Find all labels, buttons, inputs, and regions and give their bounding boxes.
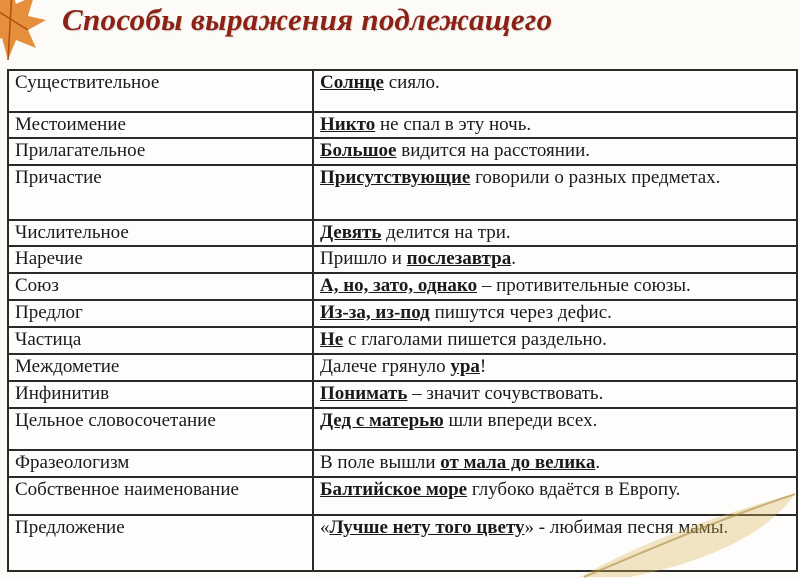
subject-word: ура	[450, 356, 480, 377]
example-cell	[313, 408, 797, 450]
example-text: Пришло и	[320, 248, 407, 269]
table-row	[8, 354, 797, 381]
part-of-speech-cell: Предлог	[8, 300, 313, 327]
subject-word: Из-за, из-под	[320, 302, 430, 323]
part-of-speech-cell: Наречие	[8, 246, 313, 273]
example-text: !	[479, 356, 487, 377]
part-of-speech-cell: Фразеологизм	[8, 450, 313, 477]
page-title: Способы выражения подлежащего	[62, 2, 553, 37]
table-row	[8, 300, 797, 327]
table-row	[8, 165, 797, 220]
part-of-speech-cell: Предложение	[8, 515, 313, 571]
example-cell	[313, 165, 797, 220]
example-cell	[313, 477, 797, 515]
example-text: сияло.	[383, 72, 440, 93]
example-text: .	[511, 248, 516, 269]
subject-word: послезавтра	[406, 248, 512, 269]
example-text: видится на расстоянии.	[396, 140, 591, 161]
example-cell	[313, 354, 797, 381]
part-of-speech-cell: Частица	[8, 327, 313, 354]
example-text: » - любимая песня мамы.	[524, 517, 729, 538]
table-row	[8, 327, 797, 354]
subject-word: Не	[320, 329, 344, 350]
example-cell	[313, 300, 797, 327]
example-cell	[313, 450, 797, 477]
part-of-speech-cell: Числительное	[8, 220, 313, 246]
example-cell	[313, 381, 797, 408]
subject-word: Солнце	[320, 72, 384, 93]
example-text: Далече грянуло	[320, 356, 451, 377]
part-of-speech-cell: Цельное словосочетание	[8, 408, 313, 450]
part-of-speech-cell: Причастие	[8, 165, 313, 220]
table-row	[8, 273, 797, 300]
example-cell	[313, 220, 797, 246]
example-text: шли впереди всех.	[443, 410, 598, 431]
part-of-speech-cell: Прилагательное	[8, 138, 313, 165]
table-row	[8, 70, 797, 112]
table-row	[8, 381, 797, 408]
table-row	[8, 515, 797, 571]
subject-types-table	[7, 69, 798, 572]
example-text: с глаголами пишется раздельно.	[343, 329, 607, 350]
part-of-speech-cell: Междометие	[8, 354, 313, 381]
example-cell	[313, 70, 797, 112]
table-row	[8, 450, 797, 477]
example-cell	[313, 273, 797, 300]
example-text: – значит сочувствовать.	[407, 383, 604, 404]
subject-word: Балтийское море	[320, 479, 468, 500]
table-row	[8, 477, 797, 515]
part-of-speech-cell: Существительное	[8, 70, 313, 112]
subject-word: Лучше нету того цвету	[329, 517, 525, 538]
example-text: говорили о разных предметах.	[470, 167, 721, 188]
example-cell	[313, 112, 797, 138]
example-text: .	[595, 452, 601, 473]
example-text: пишутся через дефис.	[429, 302, 612, 323]
example-text: глубоко вдаётся в Европу.	[467, 479, 681, 500]
subject-word: Большое	[320, 140, 397, 161]
part-of-speech-cell: Инфинитив	[8, 381, 313, 408]
table-row	[8, 220, 797, 246]
part-of-speech-cell: Местоимение	[8, 112, 313, 138]
example-cell	[313, 138, 797, 165]
example-text: В поле вышли	[320, 452, 441, 473]
example-text: – противительные союзы.	[477, 275, 691, 296]
subject-word: Никто	[320, 114, 376, 135]
subject-word: Присутствующие	[320, 167, 471, 188]
table-row	[8, 246, 797, 273]
table-row	[8, 138, 797, 165]
subject-word: Понимать	[320, 383, 408, 404]
example-text: не спал в эту ночь.	[375, 114, 532, 135]
table-row	[8, 408, 797, 450]
example-cell	[313, 246, 797, 273]
part-of-speech-cell: Союз	[8, 273, 313, 300]
example-text: «	[320, 517, 330, 538]
subject-word: Девять	[320, 222, 382, 243]
subject-word: Дед с матерью	[320, 410, 444, 431]
example-cell	[313, 327, 797, 354]
autumn-leaf-icon	[0, 0, 52, 64]
subject-word: от мала до велика	[440, 452, 596, 473]
table-row	[8, 112, 797, 138]
subject-word: А, но, зато, однако	[320, 275, 478, 296]
part-of-speech-cell: Собственное наименование	[8, 477, 313, 515]
example-cell	[313, 515, 797, 571]
example-text: делится на три.	[381, 222, 511, 243]
